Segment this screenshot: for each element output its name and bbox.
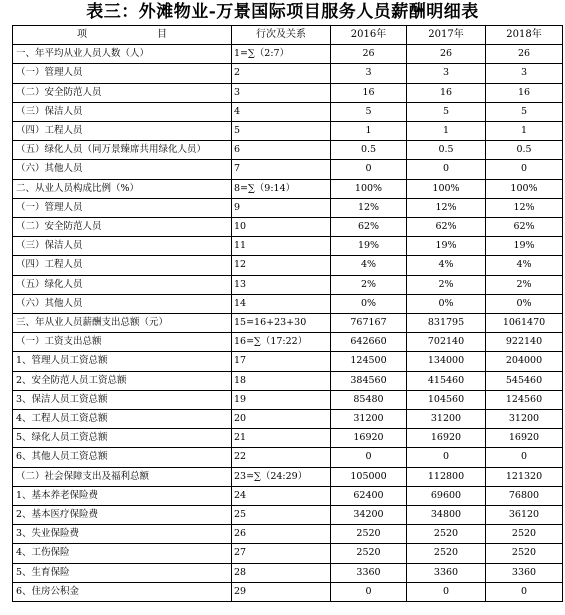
- table-row: [13, 141, 563, 160]
- row-value-2017: 12%: [407, 198, 486, 217]
- row-value-2017: 3: [407, 64, 486, 83]
- row-item-label: （三）保洁人员: [13, 102, 232, 121]
- row-item-label: （六）其他人员: [13, 294, 232, 313]
- row-value-2016: 62400: [331, 486, 407, 505]
- row-relation: 14: [232, 294, 331, 313]
- row-item-label: 4、工伤保险: [13, 544, 232, 563]
- row-value-2018: 124560: [486, 390, 563, 409]
- row-value-2016: 1: [331, 122, 407, 141]
- table-row: [13, 371, 563, 390]
- row-item-label: 5、生育保险: [13, 563, 232, 582]
- row-item-label: 4、工程人员工资总额: [13, 410, 232, 429]
- table-row: [13, 294, 563, 313]
- table-row: [13, 45, 563, 64]
- row-relation: 4: [232, 102, 331, 121]
- row-value-2017: 134000: [407, 352, 486, 371]
- header-item: 项 目: [13, 26, 232, 45]
- table-body: [13, 26, 563, 602]
- row-value-2016: 5: [331, 102, 407, 121]
- table-row: [13, 314, 563, 333]
- row-value-2016: 16: [331, 83, 407, 102]
- row-value-2018: 545460: [486, 371, 563, 390]
- row-value-2016: 4%: [331, 256, 407, 275]
- row-value-2017: 104560: [407, 390, 486, 409]
- row-value-2016: 100%: [331, 179, 407, 198]
- row-value-2017: 3360: [407, 563, 486, 582]
- table-row: [13, 275, 563, 294]
- table-row: [13, 256, 563, 275]
- row-relation: 22: [232, 448, 331, 467]
- row-value-2017: 100%: [407, 179, 486, 198]
- row-relation: 1=∑（2:7）: [232, 45, 331, 64]
- row-value-2016: 2520: [331, 525, 407, 544]
- row-value-2016: 0: [331, 448, 407, 467]
- row-value-2017: 16: [407, 83, 486, 102]
- row-relation: 28: [232, 563, 331, 582]
- row-relation: 9: [232, 198, 331, 217]
- row-value-2016: 62%: [331, 218, 407, 237]
- row-relation: 5: [232, 122, 331, 141]
- row-relation: 15=16+23+30: [232, 314, 331, 333]
- row-value-2017: 1: [407, 122, 486, 141]
- row-value-2016: 0: [331, 582, 407, 601]
- table-row: [13, 467, 563, 486]
- header-2016: 2016年: [331, 26, 407, 45]
- row-value-2017: 0%: [407, 294, 486, 313]
- table-row: [13, 582, 563, 601]
- row-value-2018: 16: [486, 83, 563, 102]
- row-item-label: （四）工程人员: [13, 122, 232, 141]
- row-relation: 20: [232, 410, 331, 429]
- row-value-2016: 19%: [331, 237, 407, 256]
- row-relation: 6: [232, 141, 331, 160]
- row-value-2018: 36120: [486, 506, 563, 525]
- row-value-2018: 121320: [486, 467, 563, 486]
- table-header-row: [13, 26, 563, 45]
- row-item-label: 三、年从业人员薪酬支出总额（元）: [13, 314, 232, 333]
- row-item-label: （一）工资支出总额: [13, 333, 232, 352]
- row-item-label: （一）管理人员: [13, 198, 232, 217]
- row-value-2018: 62%: [486, 218, 563, 237]
- row-value-2018: 0: [486, 160, 563, 179]
- row-value-2017: 2%: [407, 275, 486, 294]
- row-relation: 13: [232, 275, 331, 294]
- table-row: [13, 544, 563, 563]
- row-value-2016: 384560: [331, 371, 407, 390]
- row-relation: 26: [232, 525, 331, 544]
- row-value-2018: 204000: [486, 352, 563, 371]
- salary-table: [12, 25, 563, 602]
- table-row: [13, 352, 563, 371]
- row-value-2018: 16920: [486, 429, 563, 448]
- row-item-label: （二）社会保障支出及福利总额: [13, 467, 232, 486]
- row-value-2016: 0%: [331, 294, 407, 313]
- row-value-2017: 0: [407, 448, 486, 467]
- row-value-2017: 0.5: [407, 141, 486, 160]
- row-value-2017: 26: [407, 45, 486, 64]
- row-relation: 12: [232, 256, 331, 275]
- row-item-label: 6、其他人员工资总额: [13, 448, 232, 467]
- header-2018: 2018年: [486, 26, 563, 45]
- row-item-label: （五）绿化人员: [13, 275, 232, 294]
- table-row: [13, 563, 563, 582]
- row-item-label: 5、绿化人员工资总额: [13, 429, 232, 448]
- row-item-label: （三）保洁人员: [13, 237, 232, 256]
- row-value-2016: 0: [331, 160, 407, 179]
- row-value-2016: 85480: [331, 390, 407, 409]
- table-row: [13, 237, 563, 256]
- row-value-2018: 2%: [486, 275, 563, 294]
- row-value-2017: 19%: [407, 237, 486, 256]
- table-row: [13, 429, 563, 448]
- row-value-2016: 31200: [331, 410, 407, 429]
- row-value-2018: 100%: [486, 179, 563, 198]
- row-value-2017: 702140: [407, 333, 486, 352]
- row-value-2017: 415460: [407, 371, 486, 390]
- row-item-label: 2、安全防范人员工资总额: [13, 371, 232, 390]
- row-value-2017: 0: [407, 582, 486, 601]
- row-value-2017: 2520: [407, 544, 486, 563]
- row-item-label: （一）管理人员: [13, 64, 232, 83]
- row-relation: 10: [232, 218, 331, 237]
- row-relation: 8=∑（9:14）: [232, 179, 331, 198]
- row-value-2016: 767167: [331, 314, 407, 333]
- row-value-2016: 124500: [331, 352, 407, 371]
- row-value-2016: 105000: [331, 467, 407, 486]
- row-value-2016: 2520: [331, 544, 407, 563]
- row-value-2017: 62%: [407, 218, 486, 237]
- row-relation: 24: [232, 486, 331, 505]
- table-row: [13, 506, 563, 525]
- header-2017: 2017年: [407, 26, 486, 45]
- row-value-2018: 31200: [486, 410, 563, 429]
- table-row: [13, 198, 563, 217]
- table-row: [13, 122, 563, 141]
- row-relation: 11: [232, 237, 331, 256]
- row-value-2017: 31200: [407, 410, 486, 429]
- row-value-2018: 4%: [486, 256, 563, 275]
- row-value-2018: 0.5: [486, 141, 563, 160]
- row-value-2017: 69600: [407, 486, 486, 505]
- row-value-2018: 12%: [486, 198, 563, 217]
- table-row: [13, 160, 563, 179]
- table-row: [13, 390, 563, 409]
- table-row: [13, 179, 563, 198]
- row-relation: 3: [232, 83, 331, 102]
- row-relation: 16=∑（17:22）: [232, 333, 331, 352]
- row-relation: 17: [232, 352, 331, 371]
- table-row: [13, 525, 563, 544]
- row-item-label: （六）其他人员: [13, 160, 232, 179]
- row-value-2018: 0: [486, 582, 563, 601]
- row-value-2016: 2%: [331, 275, 407, 294]
- row-value-2018: 76800: [486, 486, 563, 505]
- row-relation: 25: [232, 506, 331, 525]
- row-item-label: （二）安全防范人员: [13, 83, 232, 102]
- row-value-2018: 922140: [486, 333, 563, 352]
- row-item-label: 1、基本养老保险费: [13, 486, 232, 505]
- row-value-2016: 34200: [331, 506, 407, 525]
- row-value-2018: 3: [486, 64, 563, 83]
- row-value-2018: 26: [486, 45, 563, 64]
- row-value-2016: 0.5: [331, 141, 407, 160]
- row-value-2018: 0: [486, 448, 563, 467]
- row-value-2017: 34800: [407, 506, 486, 525]
- table-row: [13, 64, 563, 83]
- row-value-2017: 831795: [407, 314, 486, 333]
- row-value-2016: 16920: [331, 429, 407, 448]
- row-value-2017: 2520: [407, 525, 486, 544]
- row-value-2016: 3: [331, 64, 407, 83]
- row-value-2016: 12%: [331, 198, 407, 217]
- row-value-2017: 4%: [407, 256, 486, 275]
- row-value-2016: 26: [331, 45, 407, 64]
- row-relation: 7: [232, 160, 331, 179]
- row-item-label: 2、基本医疗保险费: [13, 506, 232, 525]
- table-row: [13, 333, 563, 352]
- table-row: [13, 102, 563, 121]
- row-value-2016: 642660: [331, 333, 407, 352]
- table-row: [13, 410, 563, 429]
- row-value-2017: 16920: [407, 429, 486, 448]
- table-row: [13, 83, 563, 102]
- row-item-label: （二）安全防范人员: [13, 218, 232, 237]
- row-relation: 18: [232, 371, 331, 390]
- row-relation: 19: [232, 390, 331, 409]
- row-relation: 23=∑（24:29）: [232, 467, 331, 486]
- row-value-2018: 0%: [486, 294, 563, 313]
- table-row: [13, 486, 563, 505]
- row-value-2017: 5: [407, 102, 486, 121]
- row-item-label: 3、失业保险费: [13, 525, 232, 544]
- row-value-2016: 3360: [331, 563, 407, 582]
- row-value-2018: 2520: [486, 544, 563, 563]
- row-item-label: 一、年平均从业人员人数（人）: [13, 45, 232, 64]
- header-relation: 行次及关系: [232, 26, 331, 45]
- row-value-2018: 1: [486, 122, 563, 141]
- row-value-2017: 112800: [407, 467, 486, 486]
- row-item-label: （四）工程人员: [13, 256, 232, 275]
- row-relation: 21: [232, 429, 331, 448]
- row-value-2018: 5: [486, 102, 563, 121]
- row-item-label: 二、从业人员构成比例（%）: [13, 179, 232, 198]
- page-title: 表三：外滩物业-万景国际项目服务人员薪酬明细表: [86, 2, 479, 22]
- row-value-2018: 2520: [486, 525, 563, 544]
- row-value-2018: 19%: [486, 237, 563, 256]
- row-item-label: 6、住房公积金: [13, 582, 232, 601]
- row-relation: 27: [232, 544, 331, 563]
- row-item-label: 3、保洁人员工资总额: [13, 390, 232, 409]
- row-item-label: （五）绿化人员（同万景臻席共用绿化人员）: [13, 141, 232, 160]
- row-relation: 2: [232, 64, 331, 83]
- row-value-2017: 0: [407, 160, 486, 179]
- row-value-2018: 3360: [486, 563, 563, 582]
- table-row: [13, 448, 563, 467]
- row-item-label: 1、管理人员工资总额: [13, 352, 232, 371]
- row-relation: 29: [232, 582, 331, 601]
- table-row: [13, 218, 563, 237]
- row-value-2018: 1061470: [486, 314, 563, 333]
